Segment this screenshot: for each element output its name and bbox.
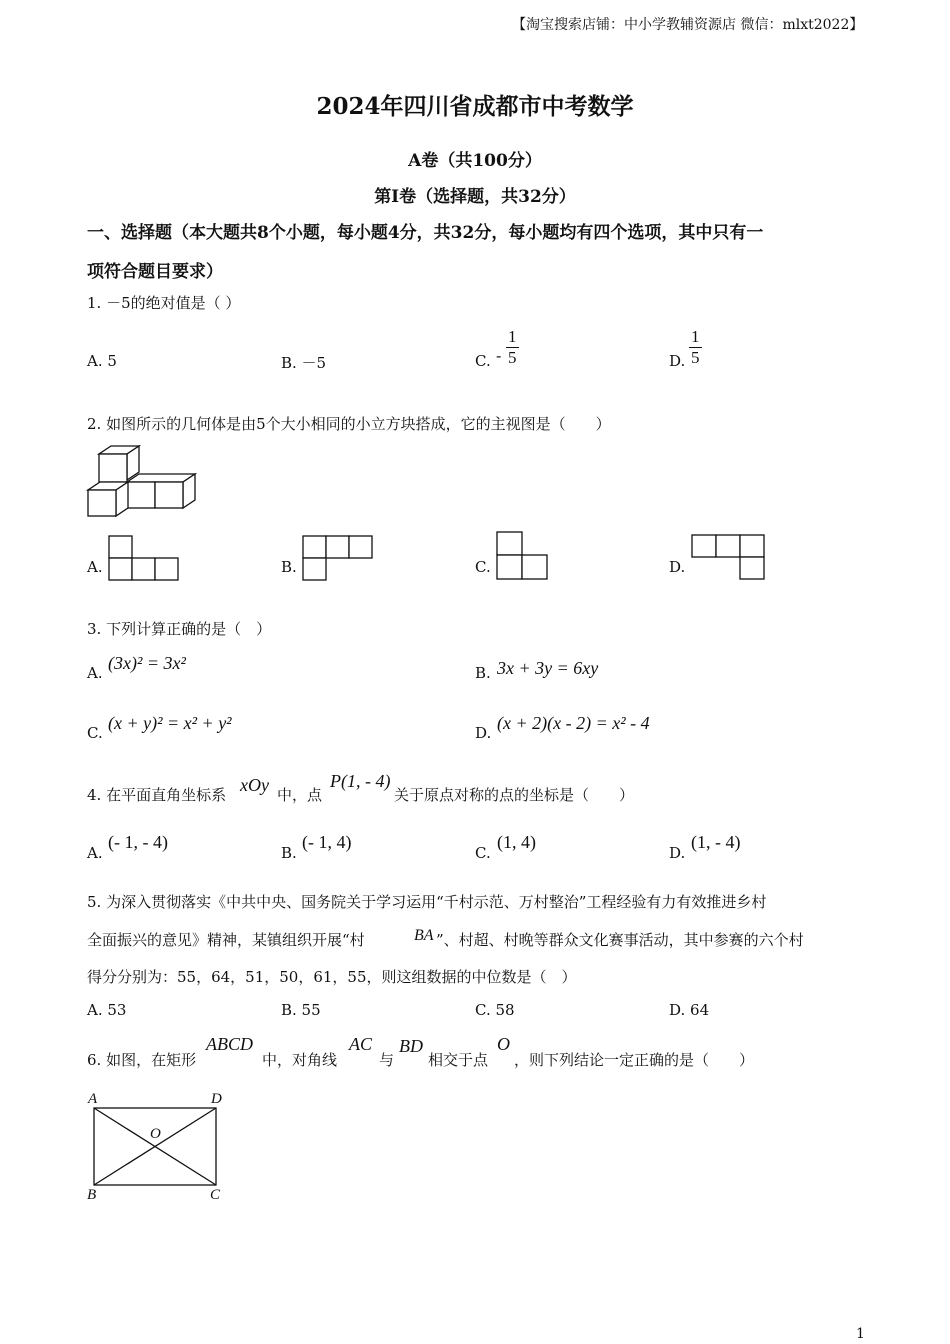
q2-option-b-figure — [302, 535, 374, 581]
page-title: 2024年四川省成都市中考数学 — [316, 93, 634, 120]
q1-option-c-fraction — [506, 327, 519, 368]
q5-ba: BA — [414, 927, 434, 944]
q2-option-a-figure — [108, 535, 180, 581]
q4-option-d-value: (1, - 4) — [691, 832, 741, 852]
q6-stem-mid1: 中，对角线 — [262, 1051, 338, 1069]
q6-stem-pre: 6. 如图，在矩形 — [87, 1051, 197, 1069]
q1-c-denominator: 5 — [508, 348, 517, 367]
q6-rect-name: ABCD — [206, 1034, 253, 1054]
q1-c-numerator: 1 — [508, 327, 517, 346]
q1-option-b: B. －5 — [281, 354, 327, 372]
q4-option-a-label: A. — [87, 844, 103, 862]
q4-option-d-label: D. — [669, 844, 686, 862]
q1-d-numerator: 1 — [691, 327, 700, 346]
q4-stem-mid: 中，点 — [277, 786, 323, 804]
part-one-heading: 一、选择题（本大题共8个小题，每小题4分，共32分，每小题均有四个选项，其中只有一 — [87, 223, 764, 243]
q6-diagonal-ac: AC — [349, 1034, 373, 1054]
q4-stem-post: 关于原点对称的点的坐标是（ ） — [394, 786, 635, 804]
q6-diagonal-bd: BD — [399, 1036, 423, 1056]
q5-option-a: A. 53 — [87, 1001, 127, 1019]
q5-stem-line3: 得分分别为：55，64，51，50，61，55，则这组数据的中位数是（ ） — [87, 968, 577, 986]
q6-fig-label-o: O — [150, 1126, 161, 1142]
part-one-heading-cont: 项符合题目要求） — [87, 262, 223, 282]
q2-stem: 2. 如图所示的几何体是由5个大小相同的小立方块搭成，它的主视图是（ ） — [87, 415, 611, 433]
q5-stem-line2-pre: 全面振兴的意见》精神，某镇组织开展“村 — [87, 931, 365, 949]
q6-point-o: O — [497, 1034, 510, 1054]
q3-option-c-expr: (x + y)² = x² + y² — [108, 713, 232, 733]
q5-option-c: C. 58 — [475, 1001, 515, 1019]
q2-option-b-label: B. — [281, 558, 297, 576]
section-a-heading: A卷（共100分） — [408, 151, 542, 171]
q6-stem-mid3: 相交于点 — [428, 1051, 489, 1069]
q6-rectangle-figure — [94, 1108, 218, 1188]
q1-option-d-label: D. — [669, 352, 686, 370]
q4-option-c-label: C. — [475, 844, 491, 862]
q1-stem: 1. －5的绝对值是（ ） — [87, 294, 241, 312]
q4-option-b-value: (- 1, 4) — [302, 832, 352, 852]
q1-option-d-fraction — [689, 327, 702, 368]
q3-option-a-label: A. — [87, 664, 103, 682]
q2-option-a-label: A. — [87, 558, 103, 576]
q2-option-c-label: C. — [475, 558, 491, 576]
q3-option-b-label: B. — [475, 664, 491, 682]
section-i-heading: 第I卷（选择题，共32分） — [374, 187, 576, 207]
q3-option-a-expr: (3x)² = 3x² — [108, 653, 186, 673]
q2-option-c-figure — [496, 531, 548, 581]
q4-option-c-value: (1, 4) — [497, 832, 536, 852]
q1-option-c-label: C. — [475, 352, 491, 370]
page-number: 1 — [856, 1326, 865, 1342]
q5-option-d: D. 64 — [669, 1001, 710, 1019]
q4-stem-pre: 4. 在平面直角坐标系 — [87, 786, 227, 804]
q4-option-b-label: B. — [281, 844, 297, 862]
q4-option-a-value: (- 1, - 4) — [108, 832, 168, 852]
q2-option-d-label: D. — [669, 558, 686, 576]
q4-coordinate-system: xOy — [240, 775, 269, 795]
q1-option-c-sign: - — [496, 346, 502, 365]
q3-stem: 3. 下列计算正确的是（ ） — [87, 620, 272, 638]
q6-stem-post: ，则下列结论一定正确的是（ ） — [514, 1051, 755, 1069]
q3-option-b-expr: 3x + 3y = 6xy — [497, 658, 599, 678]
q5-stem-line1: 5. 为深入贯彻落实《中共中央、国务院关于学习运用“千村示范、万村整治”工程经验有力有效推进乡村 — [87, 893, 767, 911]
q1-option-a: A. 5 — [87, 352, 117, 370]
q3-option-d-label: D. — [475, 724, 492, 742]
q3-option-d-expr: (x + 2)(x - 2) = x² - 4 — [497, 713, 650, 733]
header-note: 【淘宝搜索店铺：中小学教辅资源店 微信：mlxt2022】 — [512, 17, 864, 33]
q2-option-d-figure — [691, 534, 765, 581]
q2-solid-figure — [86, 444, 198, 520]
q6-fig-label-a: A — [88, 1091, 98, 1107]
q5-stem-line2-post: ”、村超、村晚等群众文化赛事活动，其中参赛的六个村 — [436, 931, 804, 949]
q6-fig-label-d: D — [211, 1091, 222, 1107]
q1-d-denominator: 5 — [691, 348, 700, 367]
q6-stem-mid2: 与 — [379, 1051, 395, 1069]
q5-option-b: B. 55 — [281, 1001, 321, 1019]
q6-fig-label-c: C — [210, 1187, 221, 1203]
q3-option-c-label: C. — [87, 724, 103, 742]
q6-fig-label-b: B — [87, 1187, 97, 1203]
q4-point-p: P(1, - 4) — [330, 771, 391, 791]
